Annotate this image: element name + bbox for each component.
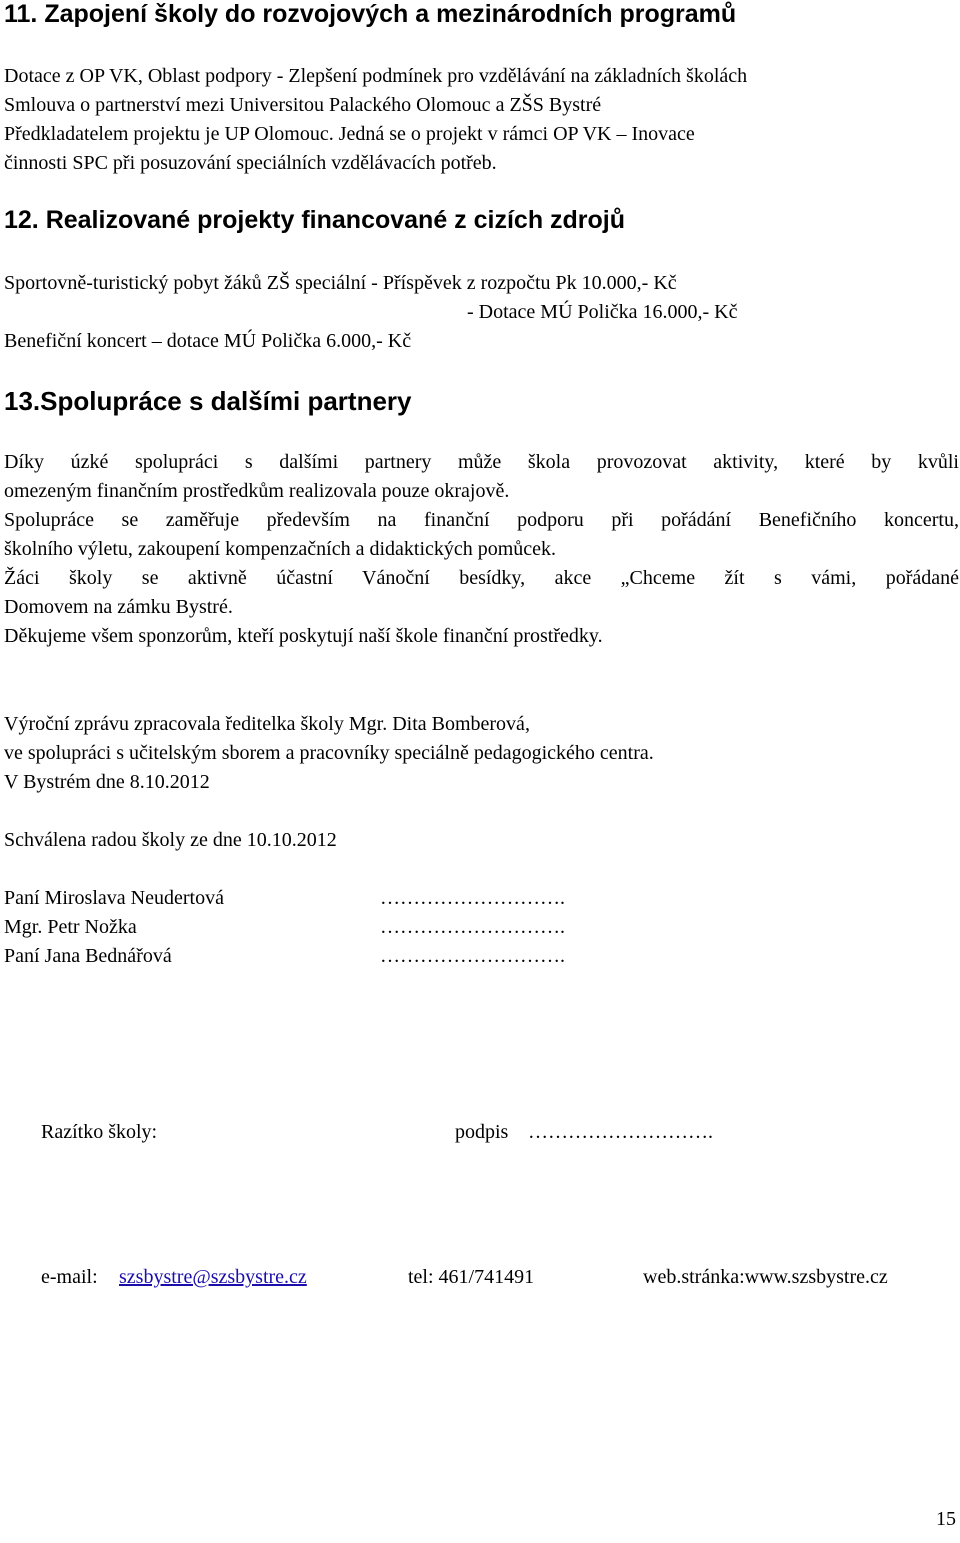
approval-line: Schválena radou školy ze dne 10.10.2012 — [4, 829, 337, 851]
closing-line-1: Výroční zprávu zpracovala ředitelka školy Mgr. Dita Bomberová, — [4, 713, 530, 735]
section-11-line: Dotace z OP VK, Oblast podpory - Zlepšení podmínek pro vzdělávání na základních školách — [4, 65, 748, 87]
signature-line: ………………………. — [380, 945, 565, 967]
email-link[interactable]: szsbystre@szsbystre.cz — [119, 1266, 307, 1288]
section-13-paragraph-line: omezeným finančním prostředkům realizovala pouze okrajově. — [4, 480, 510, 502]
section-13-paragraph-line: Spolupráce se zaměřuje především na finanční podporu při pořádání Benefičního koncertu, — [4, 509, 959, 531]
section-13-paragraph-line: školního výletu, zakoupení kompenzačních a didaktických pomůcek. — [4, 538, 557, 560]
stamp-label: Razítko školy: — [41, 1121, 158, 1143]
section-13-paragraph-line: Domovem na zámku Bystré. — [4, 596, 233, 618]
signature-name: Paní Jana Bednářová — [4, 945, 172, 967]
closing-date: V Bystrém dne 8.10.2012 — [4, 771, 210, 793]
section-13-paragraph-line: Děkujeme všem sponzorům, kteří poskytují naší škole finanční prostředky. — [4, 625, 603, 647]
website: web.stránka:www.szsbystre.cz — [643, 1266, 888, 1288]
section-12-line-3: Benefiční koncert – dotace MÚ Polička 6.000,- Kč — [4, 330, 412, 352]
section-11-line: Předkladatelem projektu je UP Olomouc. Jedná se o projekt v rámci OP VK – Inovace — [4, 123, 695, 145]
page-number: 15 — [936, 1508, 956, 1530]
signature-name: Paní Miroslava Neudertová — [4, 887, 224, 909]
section-11-heading: 11. Zapojení školy do rozvojových a mezinárodních programů — [4, 0, 737, 28]
section-12-line-1: Sportovně-turistický pobyt žáků ZŠ speciální - Příspěvek z rozpočtu Pk 10.000,- Kč — [4, 272, 677, 294]
phone-number: tel: 461/741491 — [408, 1266, 535, 1288]
closing-line-2: ve spolupráci s učitelským sborem a pracovníky speciálně pedagogického centra. — [4, 742, 654, 764]
section-13-heading: 13.Spolupráce s dalšími partnery — [4, 386, 412, 416]
section-13-paragraph-line: Žáci školy se aktivně účastní Vánoční besídky, akce „Chceme žít s vámi, pořádané — [4, 567, 959, 589]
section-11-line: Smlouva o partnerství mezi Universitou Palackého Olomouc a ZŠS Bystré — [4, 94, 602, 116]
signature-name: Mgr. Petr Nožka — [4, 916, 137, 938]
section-11-body — [4, 62, 959, 178]
section-12-line-2: - Dotace MÚ Polička 16.000,- Kč — [467, 301, 738, 323]
section-11-line: činnosti SPC při posuzování speciálních vzdělávacích potřeb. — [4, 152, 497, 174]
section-12-heading: 12. Realizované projekty financované z cizích zdrojů — [4, 206, 626, 234]
signature-line: ………………………. — [380, 916, 565, 938]
email-label: e-mail: — [41, 1266, 98, 1288]
section-13-body — [4, 448, 959, 651]
sign-label: podpis — [455, 1121, 509, 1143]
sign-line: ………………………. — [528, 1121, 713, 1143]
section-13-paragraph-line: Díky úzké spolupráci s dalšími partnery může škola provozovat aktivity, které by kvůli — [4, 451, 959, 473]
signature-line: ………………………. — [380, 887, 565, 909]
